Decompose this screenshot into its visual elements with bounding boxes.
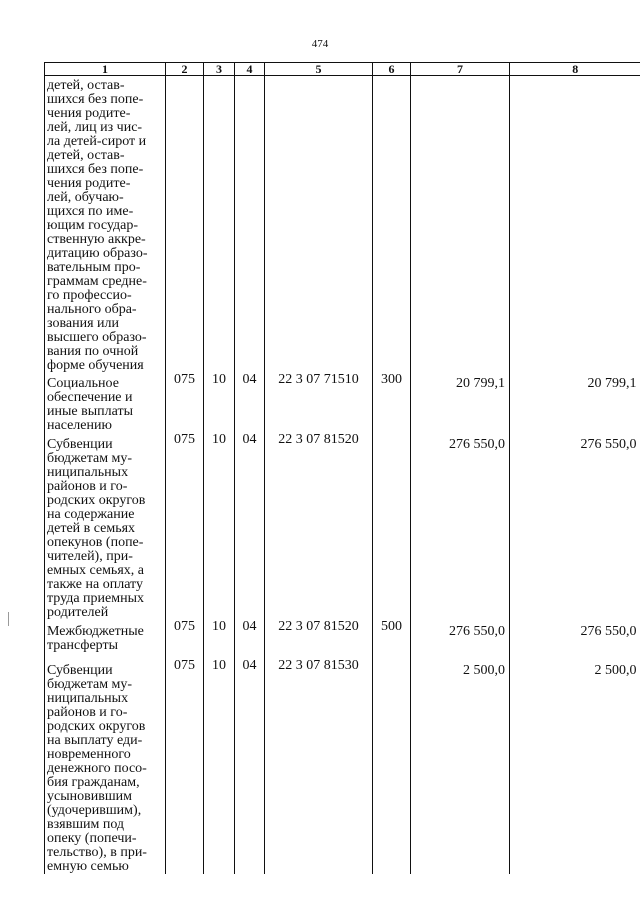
cell-subsection: 04 — [235, 659, 265, 874]
cell-expense-type — [373, 76, 411, 374]
column-header: 1 — [45, 63, 166, 76]
column-header: 3 — [204, 63, 235, 76]
cell-amount-col7 — [411, 76, 510, 374]
table-body — [45, 76, 640, 875]
cell-amount-col8: 276 550,0 — [510, 433, 640, 620]
column-header: 4 — [235, 63, 265, 76]
table-row — [45, 659, 640, 874]
cell-amount-col7: 2 500,0 — [411, 659, 510, 874]
cell-amount-col8: 276 550,0 — [510, 620, 640, 659]
column-header: 5 — [265, 63, 373, 76]
cell-target-article: 22 3 07 71510 — [265, 373, 373, 433]
page-number: 474 — [311, 38, 329, 50]
cell-ministry-code — [166, 76, 204, 374]
cell-subsection: 04 — [235, 620, 265, 659]
budget-table — [44, 62, 640, 874]
cell-expense-type — [373, 433, 411, 620]
cell-subsection: 04 — [235, 373, 265, 433]
cell-ministry-code: 075 — [166, 373, 204, 433]
cell-amount-col8 — [510, 76, 640, 374]
cell-target-article: 22 3 07 81530 — [265, 659, 373, 874]
cell-subsection — [235, 76, 265, 374]
cell-target-article: 22 3 07 81520 — [265, 433, 373, 620]
row-name: Субвенции бюджетам му- ниципальных районов и го- родских округов на выплату еди- новременного денежного посо- бия гражданам, усыновившим (удочерившим), взявшим под опеку (попечи- тельство), в при- емную семью — [45, 659, 166, 874]
cell-subsection: 04 — [235, 433, 265, 620]
column-number-row — [45, 63, 640, 76]
scan-edge-mark — [8, 612, 15, 626]
cell-ministry-code: 075 — [166, 433, 204, 620]
cell-ministry-code: 075 — [166, 620, 204, 659]
cell-amount-col8: 2 500,0 — [510, 659, 640, 874]
cell-amount-col7: 276 550,0 — [411, 620, 510, 659]
row-name: детей, остав- шихся без попе- чения родите- лей, лиц из чис- ла детей-сирот и детей, остав- шихся без попе- чения родите- лей, обучаю- щихся по име- ющим государ- ственную аккре- дитацию образо- вательным про- граммам средне- го профессио- нального обра- зования или высшего образо- вания по очной форме обучения — [45, 76, 166, 374]
row-name: Субвенции бюджетам му- ниципальных районов и го- родских округов на содержание детей в семьях опекунов (попе- чителей), при- емных семьях, а также на оплату труда приемных родителей — [45, 433, 166, 620]
cell-section: 10 — [204, 373, 235, 433]
table-header — [45, 63, 640, 76]
column-header: 7 — [411, 63, 510, 76]
table-row — [45, 620, 640, 659]
column-header: 8 — [510, 63, 640, 76]
table-row — [45, 433, 640, 620]
cell-section: 10 — [204, 620, 235, 659]
cell-target-article — [265, 76, 373, 374]
cell-section: 10 — [204, 433, 235, 620]
cell-section — [204, 76, 235, 374]
cell-amount-col7: 276 550,0 — [411, 433, 510, 620]
cell-ministry-code: 075 — [166, 659, 204, 874]
row-name: Межбюджетные трансферты — [45, 620, 166, 659]
cell-section: 10 — [204, 659, 235, 874]
cell-amount-col7: 20 799,1 — [411, 373, 510, 433]
table-row — [45, 373, 640, 433]
table-row — [45, 76, 640, 374]
cell-expense-type — [373, 659, 411, 874]
column-header: 2 — [166, 63, 204, 76]
column-header: 6 — [373, 63, 411, 76]
cell-expense-type: 500 — [373, 620, 411, 659]
cell-target-article: 22 3 07 81520 — [265, 620, 373, 659]
cell-expense-type: 300 — [373, 373, 411, 433]
cell-amount-col8: 20 799,1 — [510, 373, 640, 433]
row-name: Социальное обеспечение и иные выплаты населению — [45, 373, 166, 433]
